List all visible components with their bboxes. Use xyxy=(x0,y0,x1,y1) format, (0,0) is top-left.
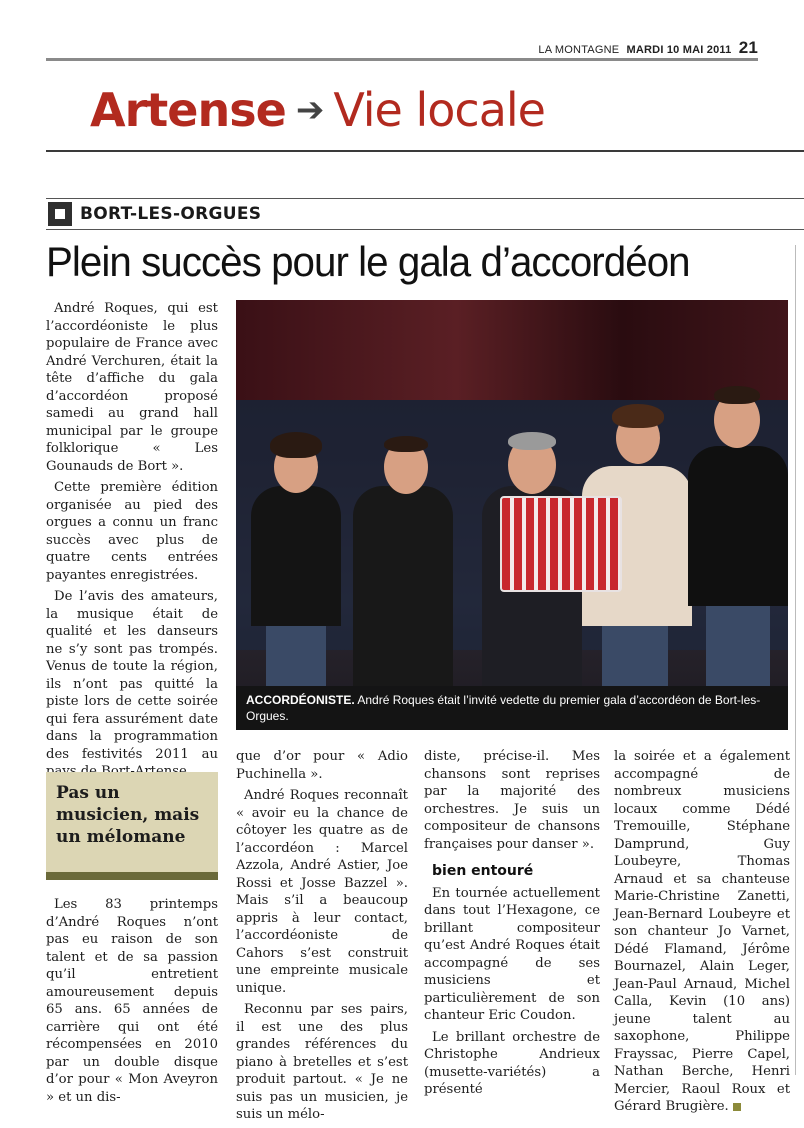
body-column-1b xyxy=(46,896,218,1110)
page-number: 21 xyxy=(738,38,758,57)
paragraph: En tournée actuellement dans tout l’Hexagone, ce brillant compositeur qu’est André Roques était accompagné de ses musiciens et particulièrement de son chanteur Eric Coudon. xyxy=(424,885,600,1023)
paper-name: LA MONTAGNE xyxy=(538,44,620,56)
subhead: bien entouré xyxy=(432,863,534,879)
paragraph: André Roques reconnaît « avoir eu la chance de côtoyer les quatre as de l’accordéon : Marcel Azzola, André Astier, Joe Rossi et Josse Bazzel ». Mais s’il a beaucoup appris à leur contact, l’accordéoniste de Cahors s’est construit une empreinte musicale unique. xyxy=(236,788,408,996)
paragraph: Reconnu par ses pairs, il est une des plus grandes références du piano à bretelles et s’est produit partout. « Je ne suis pas un musicien, je suis un mélo- xyxy=(236,1002,408,1122)
article-photo xyxy=(236,300,788,730)
body-column-4 xyxy=(614,748,790,1120)
issue-date: MARDI 10 MAI 2011 xyxy=(626,44,732,56)
section-header xyxy=(90,80,545,145)
person-figure xyxy=(348,366,458,686)
pullquote-box xyxy=(46,772,218,880)
end-mark-icon xyxy=(733,1103,741,1111)
headline: Plein succès pour le gala d’accordéon xyxy=(46,238,690,285)
paragraph: que d’or pour « Adio Puchinella ». xyxy=(236,749,408,782)
paragraph: André Roques, qui est l’accordéoniste le plus populaire de France avec André Verchuren, était la tête d’affiche du gala d’accordéon proposé samedi au grand hall municipal par le groupe folklorique « Les Gounauds de Bort ». xyxy=(46,301,218,474)
square-bullet-icon xyxy=(48,202,72,226)
section-primary: Artense xyxy=(90,83,286,137)
paragraph: Cette première édition organisée au pied des orgues a connu un franc succès avec plus de quatre cents entrées payantes enregistrées. xyxy=(46,480,218,583)
paragraph: De l’avis des amateurs, la musique était de qualité et les danseurs ne s’y sont pas trompés. Venus de toute la région, ils n’ont pas quitté la piste lors de cette soirée qui fera assurément date dans la programmation des festivités 2011 au xyxy=(46,589,218,762)
photo-caption xyxy=(236,686,788,730)
paragraph xyxy=(614,748,790,1116)
body-column-3 xyxy=(424,748,600,1103)
section-rule xyxy=(46,150,804,152)
paragraph-text: la soirée et a également accompagné de nombreux musiciens locaux comme Dédé Tremouille, Stéphane Damprund, Guy Loubeyre, Thomas Arnaud et sa chanteuse Marie-Christine Zanetti, Jean-Bernard Loubeyre et son chanteur Jo Varnet, Dédé Flamand, Jérôme Bournazel, Alain Leger, Jean-Paul Arnaud, Michel Calla, Kevin (10 ans) jeune talent au saxophone, Philippe Frayssac, Pierre Capel, Nathan Berche, Henri Mercier, Raoul Roux et Gérard Brugière. xyxy=(614,749,790,1114)
caption-label: ACCORDÉONISTE. xyxy=(246,693,355,707)
accordion-instrument xyxy=(500,496,622,592)
column-divider xyxy=(795,245,796,1075)
masthead xyxy=(538,38,758,58)
person-figure xyxy=(688,336,788,686)
top-rule xyxy=(46,58,758,61)
pullquote-text: Pas un musicien, mais un mélomane xyxy=(56,783,200,847)
paragraph: Les 83 printemps d’André Roques n’ont pas eu raison de son talent et de sa passion qu’il entretient amoureusement depuis 65 ans. 65 années de carrière qui ont été récompensées en 2010 par un double disque d’or pour « Mon Aveyron » et un dis- xyxy=(46,897,218,1105)
body-column-2 xyxy=(236,748,408,1128)
paragraph: diste, précise-il. Mes chansons sont reprises par la majorité des orchestres. Je suis un compositeur de chansons françaises pour danser ». xyxy=(424,749,600,852)
caption-text: André Roques était l’invité vedette du premier gala d’accordéon de Bort-les-Orgues. xyxy=(246,693,761,723)
kicker: BORT-LES-ORGUES xyxy=(80,204,262,224)
person-figure xyxy=(246,356,346,686)
arrow-right-icon: ➔ xyxy=(295,90,324,130)
paragraph: Le brillant orchestre de Christophe Andrieux (musette-variétés) a présenté xyxy=(424,1029,600,1097)
section-secondary: Vie locale xyxy=(333,83,545,137)
body-column-1 xyxy=(46,300,218,785)
kicker-bar xyxy=(46,198,804,230)
